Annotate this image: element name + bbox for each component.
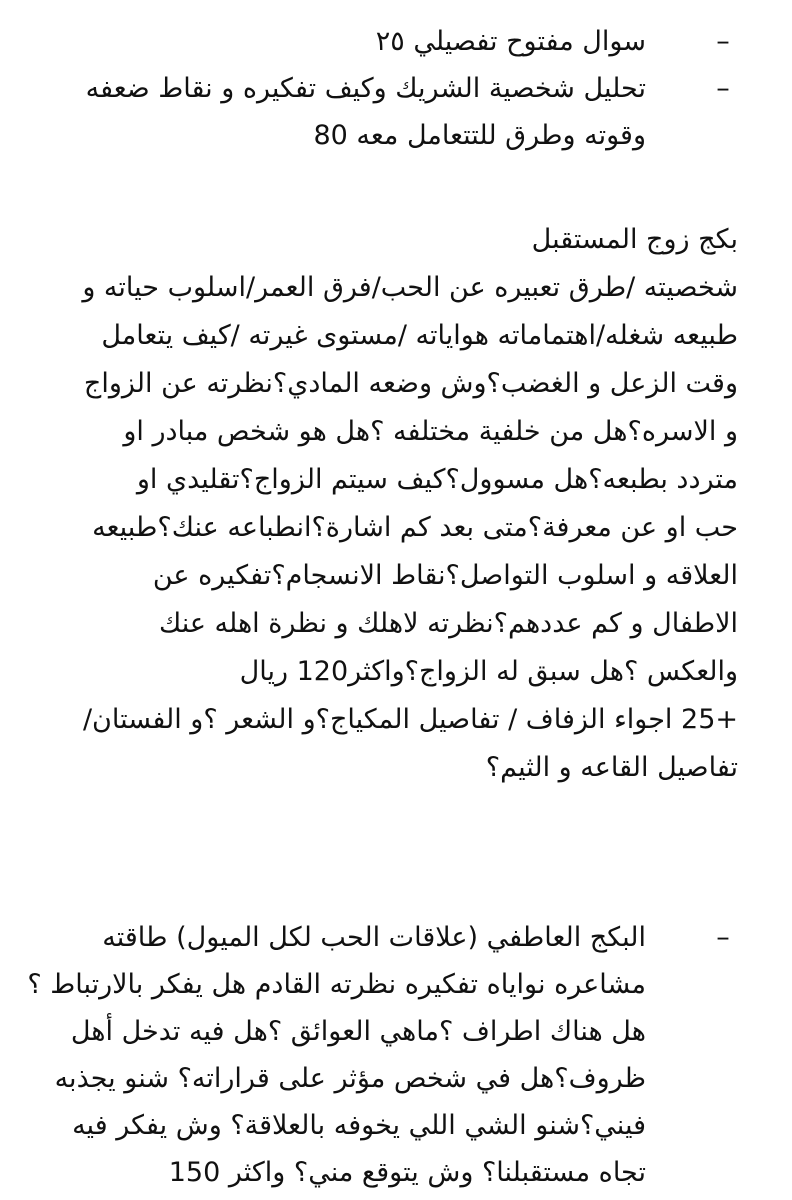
section-line: الاطفال و كم عددهم؟نظرته لاهلك و نظرة اهله عنك (158, 608, 738, 639)
bullet-text-line-1: البكج العاطفي (علاقات الحب لكل الميول) طاقته (102, 922, 646, 953)
section-line: طبيعه شغله/اهتماماته هواياته /مستوى غيرته /كيف يتعامل (101, 320, 738, 351)
bullet-text-line-1: تحليل شخصية الشريك وكيف تفكيره و نقاط ضعفه (85, 73, 646, 104)
bullet-text-line: فيني؟شنو الشي اللي يخوفه بالعلاقة؟ وش يفكر فيه (72, 1110, 646, 1141)
bullet-text-line: مشاعره نواياه تفكيره نظرته القادم هل يفكر بالارتباط ؟ (27, 969, 646, 1000)
section-line: تفاصيل القاعه و الثيم؟ (485, 752, 738, 783)
section-title: بكج زوج المستقبل (531, 224, 738, 255)
bullet-text-line: ظروف؟هل في شخص مؤثر على قراراته؟ شنو يجذبه (54, 1063, 646, 1094)
section-line: +25 اجواء الزفاف / تفاصيل المكياج؟و الشعر ؟و الفستان/ (82, 704, 738, 735)
bullet-text-line: تجاه مستقبلنا؟ وش يتوقع مني؟ واكثر 150 (168, 1157, 646, 1188)
bullet-text: سوال مفتوح تفصيلي ٢٥ (375, 26, 646, 57)
bullet-text-line-2: وقوته وطرق للتتعامل معه 80 (313, 120, 646, 151)
section-line: شخصيته /طرق تعبيره عن الحب/فرق العمر/اسلوب حياته و (82, 272, 738, 303)
bullet-dash: – (716, 73, 730, 104)
bullet-dash: – (716, 26, 730, 57)
section-line: العلاقه و اسلوب التواصل؟نقاط الانسجام؟تفكيره عن (152, 560, 738, 591)
section-line: و الاسره؟هل من خلفية مختلفه ؟هل هو شخص مبادر او (123, 416, 738, 447)
bullet-dash: – (716, 922, 730, 953)
section-line: حب او عن معرفة؟متى بعد كم اشارة؟انطباعه عنك؟طبيعه (92, 512, 738, 543)
bullet-text-line: هل هناك اطراف ؟ماهي العوائق ؟هل فيه تدخل أهل (70, 1016, 646, 1047)
section-line: متردد بطبعه؟هل مسوول؟كيف سيتم الزواج؟تقليدي او (136, 464, 738, 495)
section-line: وقت الزعل و الغضب؟وش وضعه المادي؟نظرته عن الزواج (83, 368, 738, 399)
section-line: والعكس ؟هل سبق له الزواج؟واكثر120 ريال (239, 656, 738, 687)
